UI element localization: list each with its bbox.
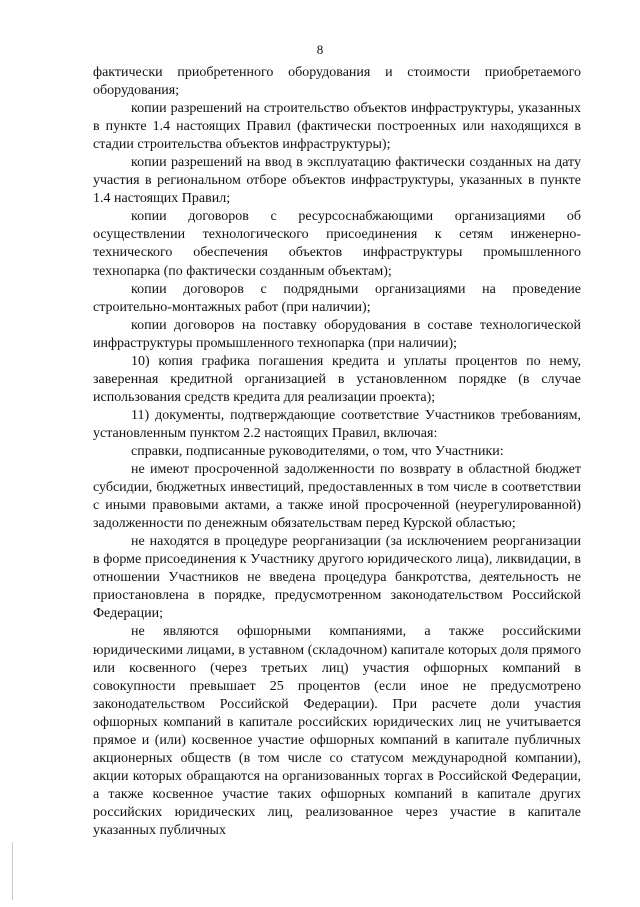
- paragraph-construction-permits: копии разрешений на строительство объектов инфраструктуры, указанных в пункте 1.4 настоящих Правил (фактически построенных или находящихся в стадии строительства объектов инфраструктуры);: [93, 101, 581, 153]
- paragraph-no-overdue-debt: не имеют просроченной задолженности по возврату в областной бюджет субсидии, бюджетных инвестиций, предоставленных в том числе в соответствии с иными правовыми актами, а также иной просроченной (неурегулированной) задолженности по денежным обязательствам перед Курской областью;: [93, 462, 581, 532]
- paragraph-continued-equipment: фактически приобретенного оборудования и стоимости приобретаемого оборудования;: [93, 65, 581, 99]
- paragraph-not-offshore: не являются офшорными компаниями, а также российскими юридическими лицами, в уставном (складочном) капитале которых доля прямого или косвенного (через третьих лиц) участия офшорных компаний в совокупности превышает 25 процентов (если иное не предусмотрено законодательством Российской Федерации). При расчете доли участия офшорных компаний в капитале российских юридических лиц не учитывается прямое и (или) косвенное участие офшорных компаний в капитале публичных акционерных обществ (в том числе со статусом международной компании), акции которых обращаются на организованных торгах в Российской Федерации, а также косвенное участие таких офшорных компаний в капитале других российских юридических лиц, реализованное через участие в капитале указанных публичных: [93, 624, 581, 838]
- paragraph-item-11-documents: 11) документы, подтверждающие соответствие Участников требованиям, установленным пунктом 2.2 настоящих Правил, включая:: [93, 407, 581, 441]
- paragraph-certificates: справки, подписанные руководителями, о том, что Участники:: [131, 443, 504, 459]
- page-number: 8: [316, 42, 324, 57]
- paragraph-no-reorganization: не находятся в процедуре реорганизации (за исключением реорганизации в форме присоединения к Участнику другого юридического лица), ликвидации, в отношении Участников не введена процедура банкротства, деятельность не приостановлена в порядке, предусмотренном законодательством Российской Федерации;: [93, 534, 581, 622]
- paragraph-commissioning-permits: копии разрешений на ввод в эксплуатацию фактически созданных на дату участия в региональном отборе объектов инфраструктуры, указанных в пункте 1.4 настоящих Правил;: [93, 155, 581, 207]
- document-body: [93, 64, 581, 840]
- paragraph-item-10-loan-schedule: 10) копия графика погашения кредита и уплаты процентов по нему, заверенная кредитной организацией в установленном порядке (в случае использования средств кредита для реализации проекта);: [93, 353, 581, 405]
- paragraph-resource-contracts: копии договоров с ресурсоснабжающими организациями об осуществлении технологического присоединения к сетям инженерно-технического обеспечения объектов инфраструктуры промышленного технопарка (по фактически созданным объектам);: [93, 209, 581, 279]
- scan-edge-mark: [12, 842, 13, 900]
- paragraph-equipment-contracts: копии договоров на поставку оборудования в составе технологической инфраструктуры промышленного технопарка (при наличии);: [93, 317, 581, 351]
- paragraph-contractor-contracts: копии договоров с подрядными организациями на проведение строительно-монтажных работ (при наличии);: [93, 281, 581, 315]
